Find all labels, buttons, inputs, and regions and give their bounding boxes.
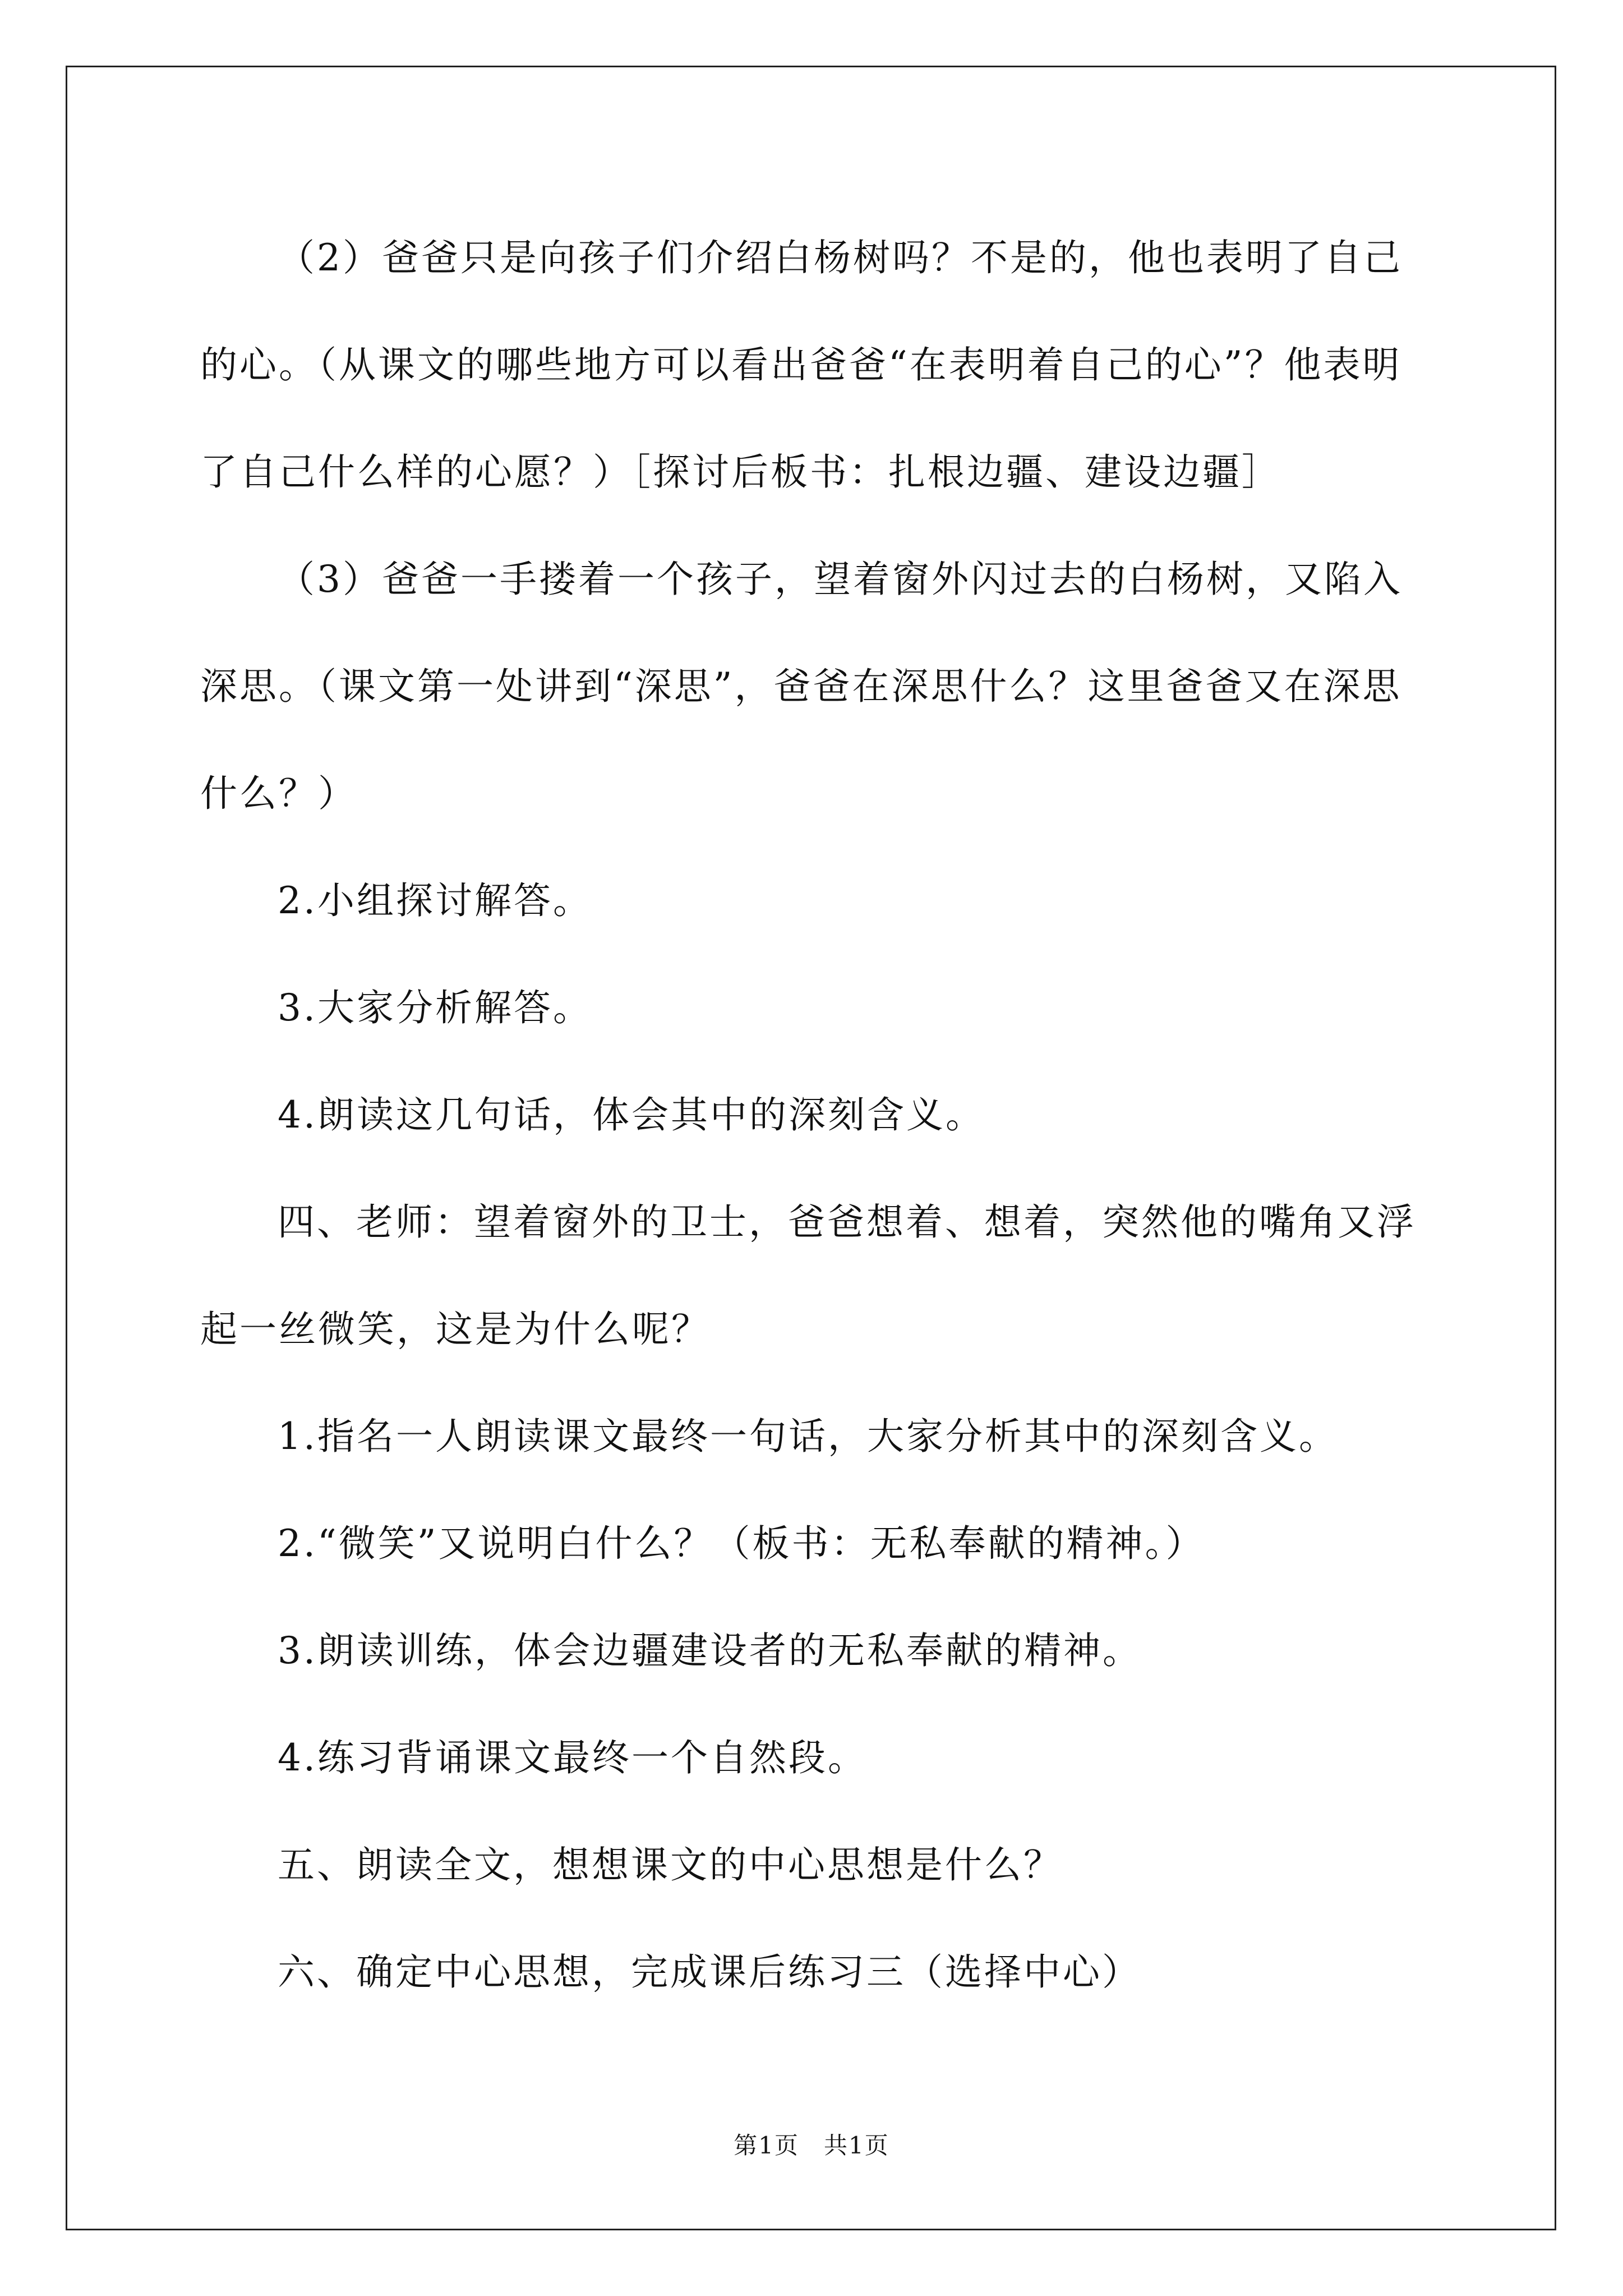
page-number: 第1页 共1页 (734, 2132, 889, 2159)
paragraph: 4.练习背诵课文最终一个自然段。 (278, 1736, 867, 1779)
paragraph: 3.大家分析解答。 (278, 986, 592, 1029)
paragraph: 六、确定中心思想，完成课后练习三（选择中心） (278, 1950, 1141, 1994)
paragraph: 2.小组探讨解答。 (278, 879, 592, 922)
paragraph: 1.指名一人朗读课文最终一句话，大家分析其中的深刻含义。 (278, 1415, 1338, 1458)
paragraph: 五、朗读全文，想想课文的中心思想是什么？ (278, 1843, 1063, 1887)
document-body (200, 204, 1428, 2026)
paragraph: 4.朗读这几句话，体会其中的深刻含义。 (278, 1093, 985, 1137)
paragraph: 四、老师：望着窗外的卫士，爸爸想着、想着，突然他的嘴角又浮起一丝微笑，这是为什么呢？ (200, 1200, 1416, 1351)
paragraph: （2）爸爸只是向孩子们介绍白杨树吗？不是的，他也表明了自己的心。（从课文的哪些地方可以看出爸爸“在表明着自己的心”？他表明了自己什么样的心愿？）［探讨后板书：扎根边疆、建设边疆］ (200, 236, 1403, 494)
paragraph: 2.“微笑”又说明白什么？（板书：无私奉献的精神。） (278, 1522, 1205, 1565)
page-footer (0, 2129, 1623, 2162)
paragraph: （3）爸爸一手搂着一个孩子，望着窗外闪过去的白杨树，又陷入深思。（课文第一处讲到“深思”，爸爸在深思什么？这里爸爸又在深思什么？） (200, 558, 1403, 815)
paragraph: 3.朗读训练，体会边疆建设者的无私奉献的精神。 (278, 1629, 1142, 1672)
